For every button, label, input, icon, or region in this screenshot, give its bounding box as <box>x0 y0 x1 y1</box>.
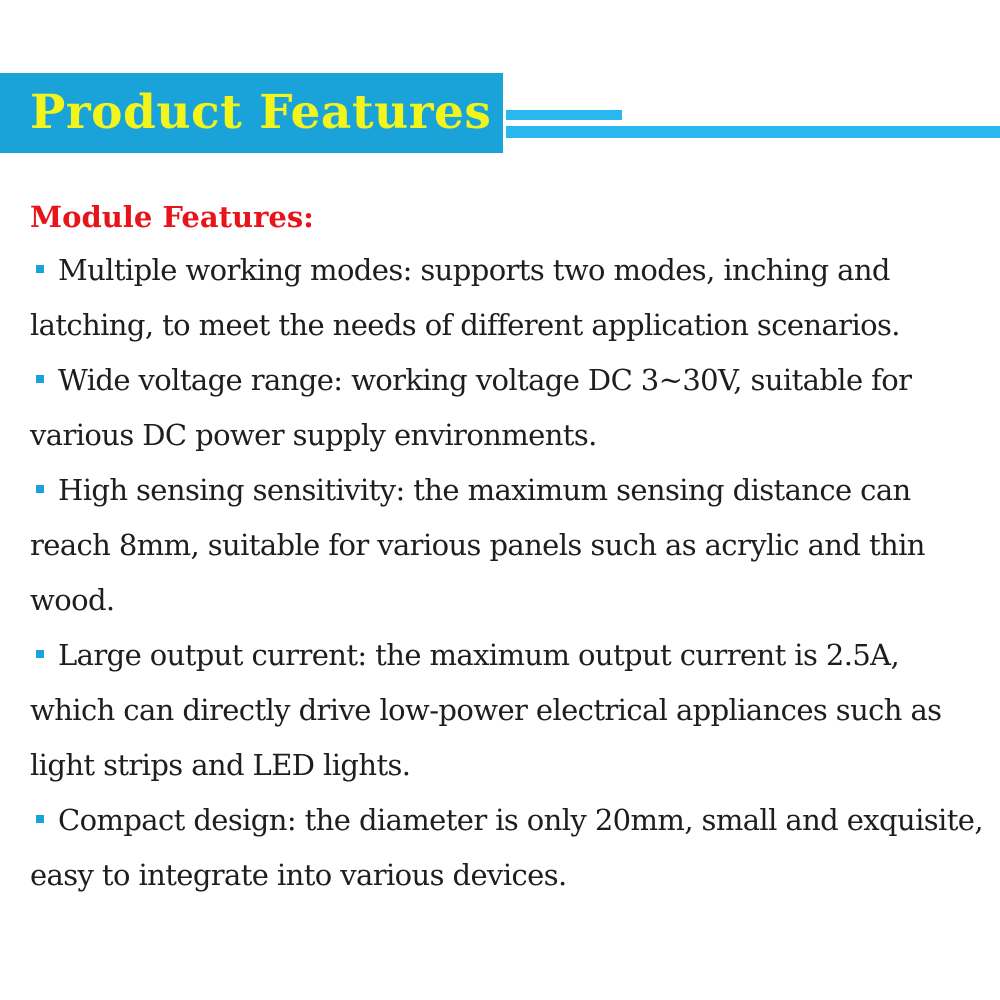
square-bullet-icon <box>36 265 44 273</box>
feature-list <box>30 243 992 903</box>
feature-text: Wide voltage range: working voltage DC 3~30V, suitable for various DC power supply environments. <box>30 363 912 452</box>
feature-item <box>30 243 992 353</box>
square-bullet-icon <box>36 650 44 658</box>
feature-item <box>30 793 992 903</box>
decorative-line-short <box>506 110 622 120</box>
feature-text: Compact design: the diameter is only 20mm, small and exquisite, easy to integrate into various devices. <box>30 803 983 892</box>
page-title: Product Features <box>30 85 492 140</box>
feature-item <box>30 353 992 463</box>
square-bullet-icon <box>36 485 44 493</box>
header-banner <box>0 73 503 153</box>
feature-item <box>30 628 992 793</box>
feature-section <box>30 191 992 903</box>
feature-text: Multiple working modes: supports two modes, inching and latching, to meet the needs of different application scenarios. <box>30 253 900 342</box>
square-bullet-icon <box>36 815 44 823</box>
feature-item <box>30 463 992 628</box>
section-title: Module Features: <box>30 200 314 234</box>
feature-text: Large output current: the maximum output current is 2.5A, which can directly drive low-power electrical appliances such as light strips and LED lights. <box>30 638 942 782</box>
square-bullet-icon <box>36 375 44 383</box>
decorative-line-long <box>506 126 1000 138</box>
feature-text: High sensing sensitivity: the maximum sensing distance can reach 8mm, suitable for various panels such as acrylic and thin wood. <box>30 473 925 617</box>
